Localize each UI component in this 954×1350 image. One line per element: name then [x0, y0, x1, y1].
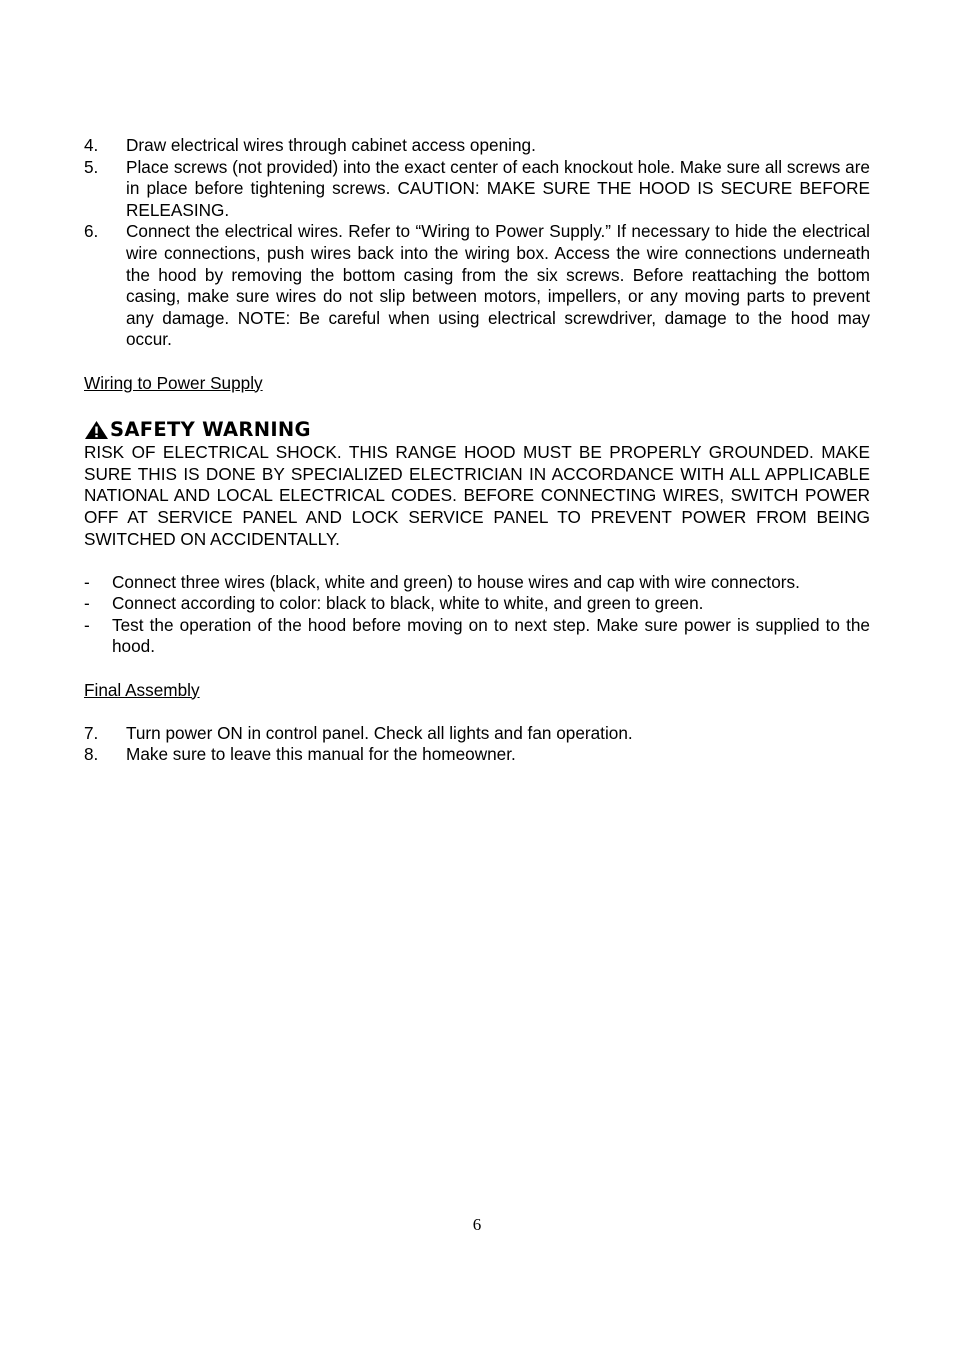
- safety-warning-title: [84, 418, 870, 442]
- manual-page-content: [84, 135, 870, 766]
- list-item: [84, 615, 870, 658]
- step-item: [84, 221, 870, 351]
- safety-warning-body: RISK OF ELECTRICAL SHOCK. THIS RANGE HOOD MUST BE PROPERLY GROUNDED. MAKE SURE THIS IS DONE BY SPECIALIZED ELECTRICIAN IN ACCORDANCE WITH ALL APPLICABLE NATIONAL AND LOCAL ELECTRICAL CODES. BEFORE CONNECTING WIRES, SWITCH POWER OFF AT SERVICE PANEL AND LOCK SERVICE PANEL TO PREVENT POWER FROM BEING SWITCHED ON ACCIDENTALLY.: [84, 442, 870, 549]
- step-text: Place screws (not provided) into the exact center of each knockout hole. Make sure all screws are in place before tightening screws. CAUTION: MAKE SURE THE HOOD IS SECURE BEFORE RELEASING.: [126, 156, 870, 220]
- list-item: [84, 593, 870, 615]
- list-item-text: Connect three wires (black, white and green) to house wires and cap with wire connectors.: [112, 571, 800, 592]
- step-number: 7.: [84, 722, 99, 743]
- step-number: 6.: [84, 221, 99, 242]
- step-number: 8.: [84, 744, 99, 765]
- list-item-text: Test the operation of the hood before moving on to next step. Make sure power is supplied to the hood.: [112, 614, 870, 657]
- list-item: [84, 572, 870, 594]
- safety-warning-label: SAFETY WARNING: [110, 418, 311, 442]
- list-item-text: Connect according to color: black to black, white to white, and green to green.: [112, 593, 704, 614]
- wiring-section-heading: Wiring to Power Supply: [84, 372, 263, 393]
- final-assembly-heading: Final Assembly: [84, 679, 200, 700]
- steps-list-a: [84, 135, 870, 351]
- step-item: [84, 723, 870, 745]
- page-number: 6: [472, 1215, 482, 1234]
- list-dash: -: [84, 571, 90, 592]
- step-item: [84, 744, 870, 766]
- step-item: [84, 157, 870, 222]
- warning-triangle-icon: [84, 420, 109, 440]
- step-text: Connect the electrical wires. Refer to “Wiring to Power Supply.” If necessary to hide the electrical wire connections, push wires back into the wiring box. Access the wire connections underneath the hood by removing the bottom casing from the six screws. Before reattaching the bottom casing, make sure wires do not slip between motors, impellers, or any moving parts to prevent any damage. NOTE: Be careful when using electrical screwdriver, damage to the hood may occur.: [126, 221, 870, 350]
- step-text: Turn power ON in control panel. Check all lights and fan operation.: [126, 722, 633, 743]
- step-number: 5.: [84, 156, 99, 177]
- step-text: Make sure to leave this manual for the homeowner.: [126, 744, 516, 765]
- list-dash: -: [84, 614, 90, 635]
- step-text: Draw electrical wires through cabinet access opening.: [126, 135, 536, 155]
- list-dash: -: [84, 593, 90, 614]
- step-number: 4.: [84, 135, 99, 155]
- steps-list-b: [84, 723, 870, 766]
- wiring-instructions-list: [84, 572, 870, 658]
- step-item: [84, 135, 870, 157]
